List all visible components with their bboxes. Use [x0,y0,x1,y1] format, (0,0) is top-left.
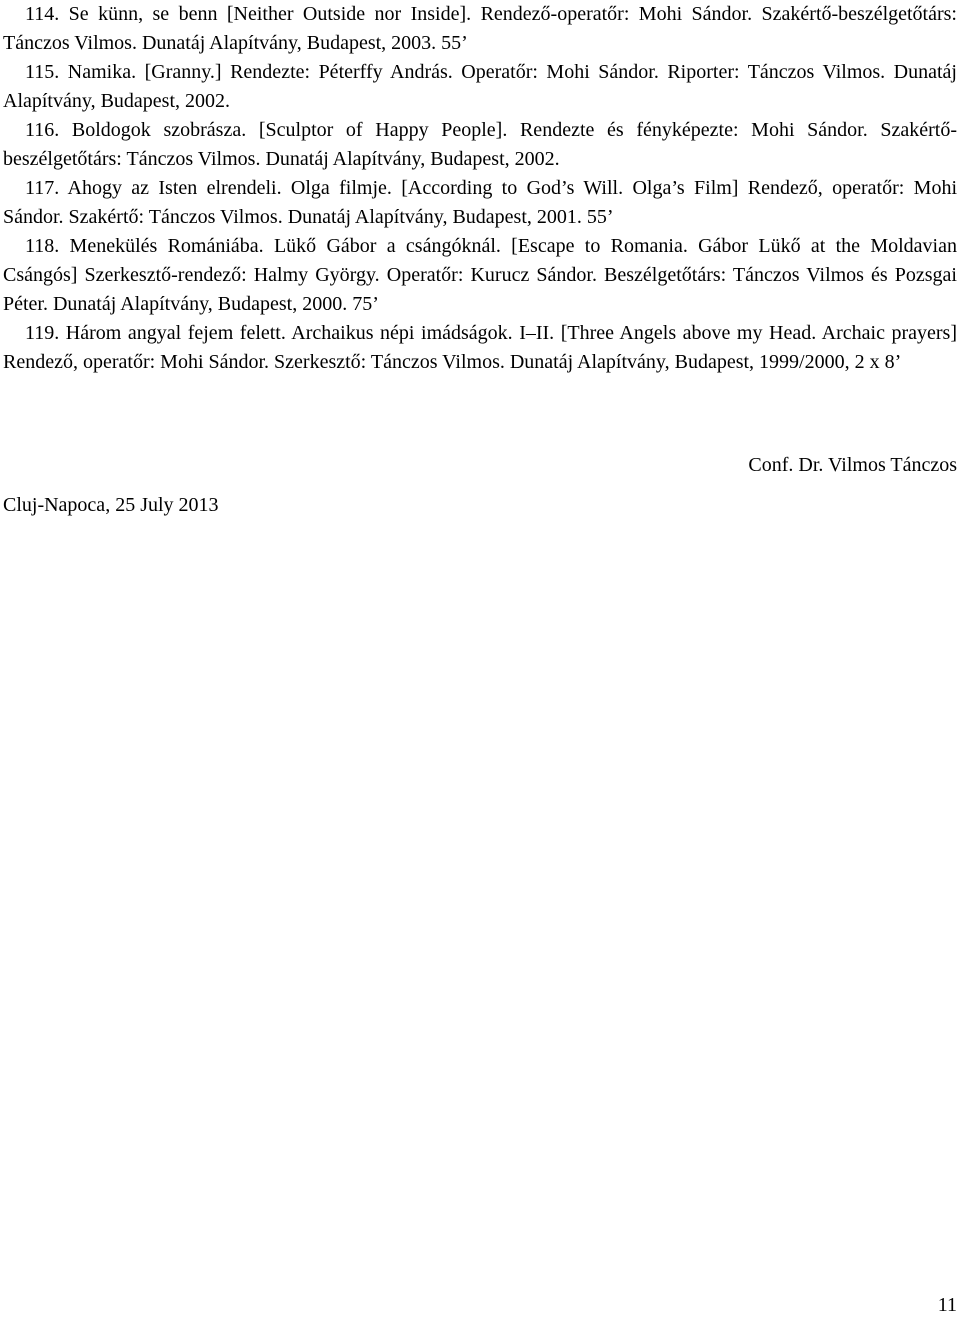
filmography-list [3,0,957,377]
list-item: 118. Menekülés Romániába. Lükő Gábor a csángóknál. [Escape to Romania. Gábor Lükő at the Moldavian Csángós] Szerkesztő-rendező: Halmy György. Operatőr: Kurucz Sándor. Beszélgetőtárs: Tánczos Vilmos és Pozsgai Péter. Dunatáj Alapítvány, Budapest, 2000. 75’ [3,235,957,315]
place-and-date: Cluj-Napoca, 25 July 2013 [3,494,219,516]
author-signature: Conf. Dr. Vilmos Tánczos [748,454,957,476]
list-item: 114. Se künn, se benn [Neither Outside nor Inside]. Rendező-operatőr: Mohi Sándor. Szakértő-beszélgetőtárs: Tánczos Vilmos. Dunatáj Alapítvány, Budapest, 2003. 55’ [3,3,957,54]
list-item: 117. Ahogy az Isten elrendeli. Olga filmje. [According to God’s Will. Olga’s Film] Rendező, operatőr: Mohi Sándor. Szakértő: Tánczos Vilmos. Dunatáj Alapítvány, Budapest, 2001. 55’ [3,177,957,228]
list-item: 115. Namika. [Granny.] Rendezte: Péterffy András. Operatőr: Mohi Sándor. Riporter: Tánczos Vilmos. Dunatáj Alapítvány, Budapest, 2002. [3,61,957,112]
page-number: 11 [937,1294,957,1316]
list-item: 119. Három angyal fejem felett. Archaikus népi imádságok. I–II. [Three Angels above my Head. Archaic prayers] Rendező, operatőr: Mohi Sándor. Szerkesztő: Tánczos Vilmos. Dunatáj Alapítvány, Budapest, 1999/2000, 2 x 8’ [3,322,957,373]
list-item: 116. Boldogok szobrásza. [Sculptor of Happy People]. Rendezte és fényképezte: Mohi Sándor. Szakértő-beszélgetőtárs: Tánczos Vilmos. Dunatáj Alapítvány, Budapest, 2002. [3,119,957,170]
